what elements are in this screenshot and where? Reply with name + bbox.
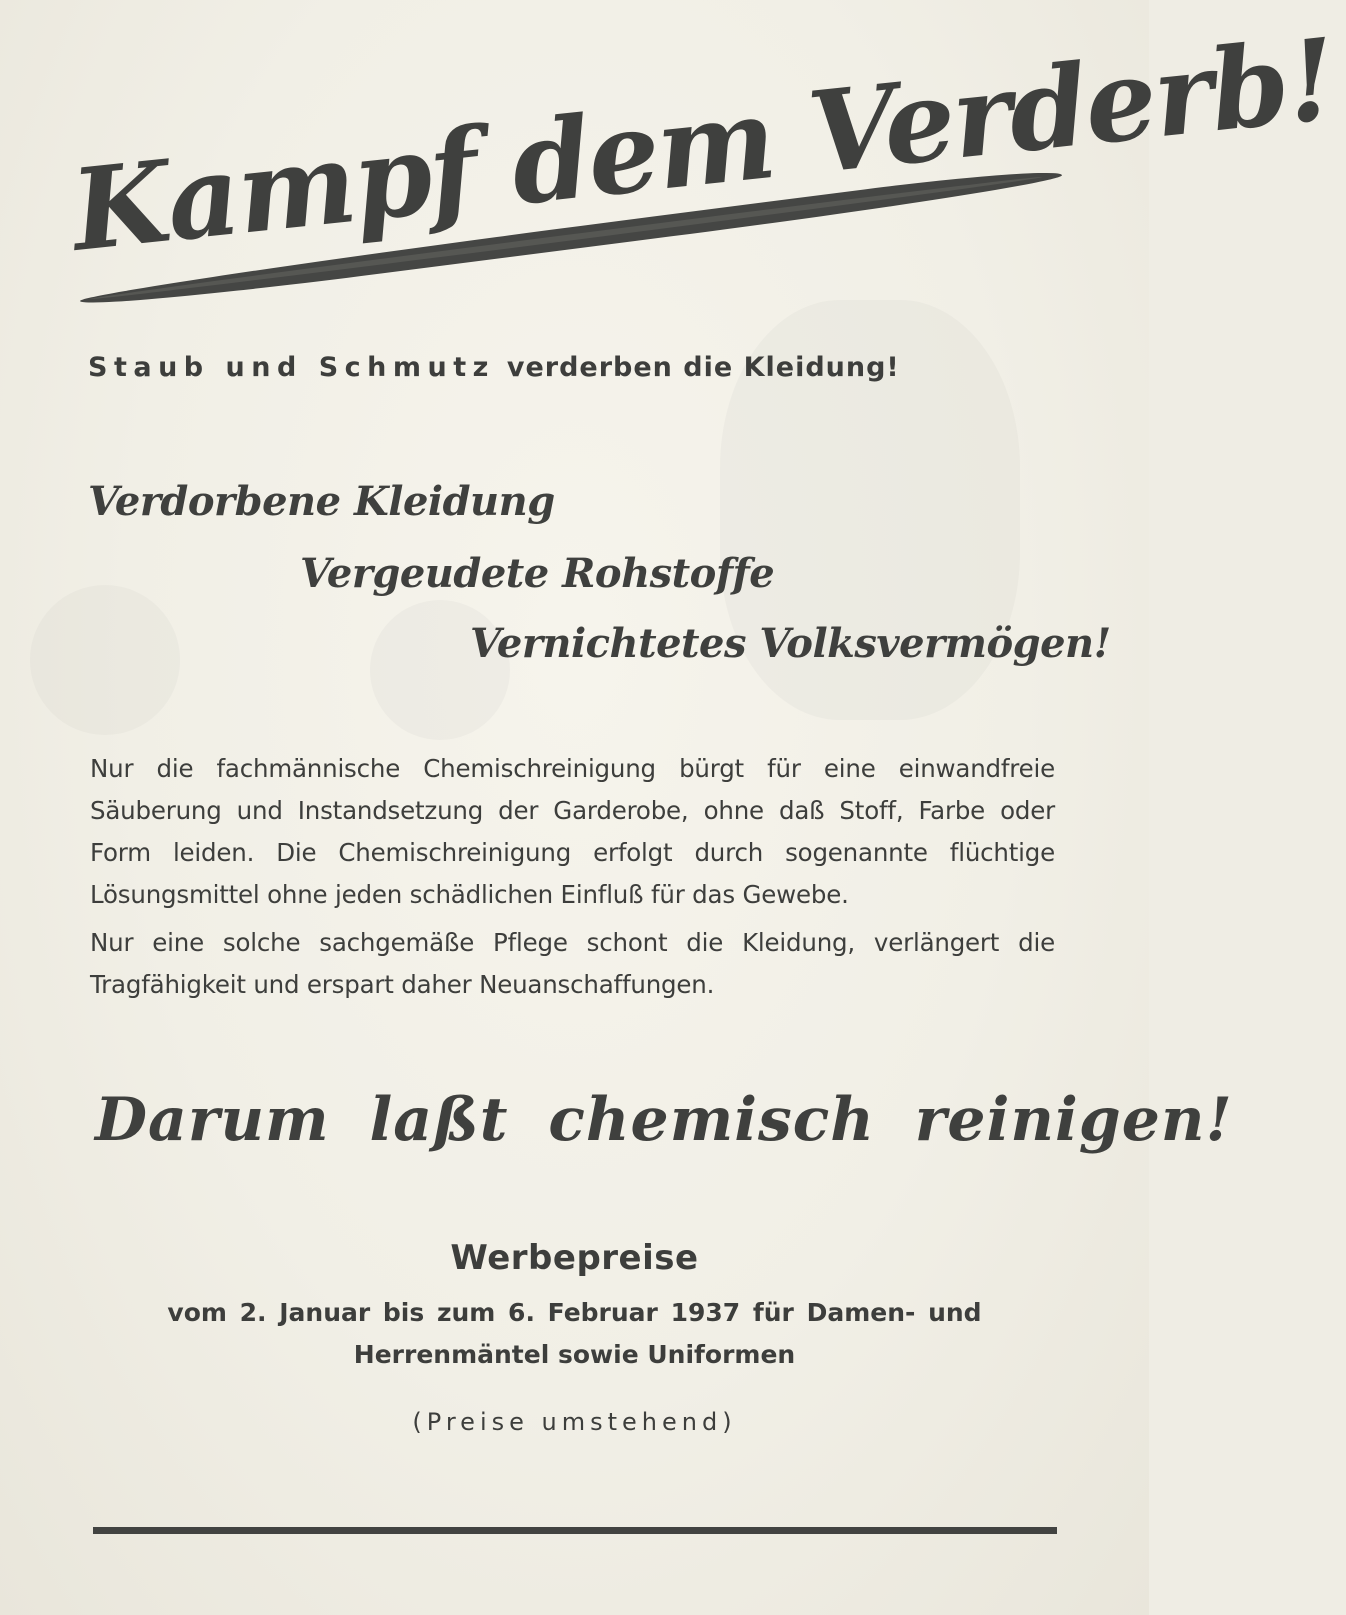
- subheadline-part2: verderben die Kleidung!: [506, 352, 900, 383]
- subheadline: [88, 352, 1068, 383]
- call-to-action: Darum laßt chemisch reinigen!: [95, 1085, 1233, 1155]
- subheadline-part1: Staub und Schmutz: [88, 352, 495, 383]
- offer-note: (Preise umstehend): [412, 1408, 737, 1436]
- headline: Kampf dem Verderb!: [65, 14, 1341, 277]
- body-paragraph-1: Nur die fachmännische Chemischreinigung bürgt für eine einwandfreie Säuberung und Instandsetzung der Garderobe, ohne daß Stoff, Farbe oder Form leiden. Die Chemischreinigung erfolgt durch sogenannte flüchtige Lösungsmittel ohne jeden schädlichen Einfluß für das Gewebe.: [90, 754, 1055, 909]
- offer-line-2: Herrenmäntel sowie Uniformen: [353, 1340, 796, 1369]
- bleed-through-mark: [30, 585, 180, 735]
- slogan-2: Vergeudete Rohstoffe: [300, 550, 775, 597]
- slogan-3: Vernichtetes Volksvermögen!: [470, 620, 1111, 667]
- bottom-rule: [93, 1527, 1057, 1534]
- slogan-1: Verdorbene Kleidung: [88, 478, 555, 525]
- offer-line-1: vom 2. Januar bis zum 6. Februar 1937 für Damen- und: [167, 1298, 982, 1327]
- offer-title: Werbepreise: [450, 1238, 699, 1278]
- body-paragraph-2: Nur eine solche sachgemäße Pflege schont die Kleidung, verlängert die Tragfähigkeit und erspart daher Neuanschaffungen.: [90, 928, 1055, 999]
